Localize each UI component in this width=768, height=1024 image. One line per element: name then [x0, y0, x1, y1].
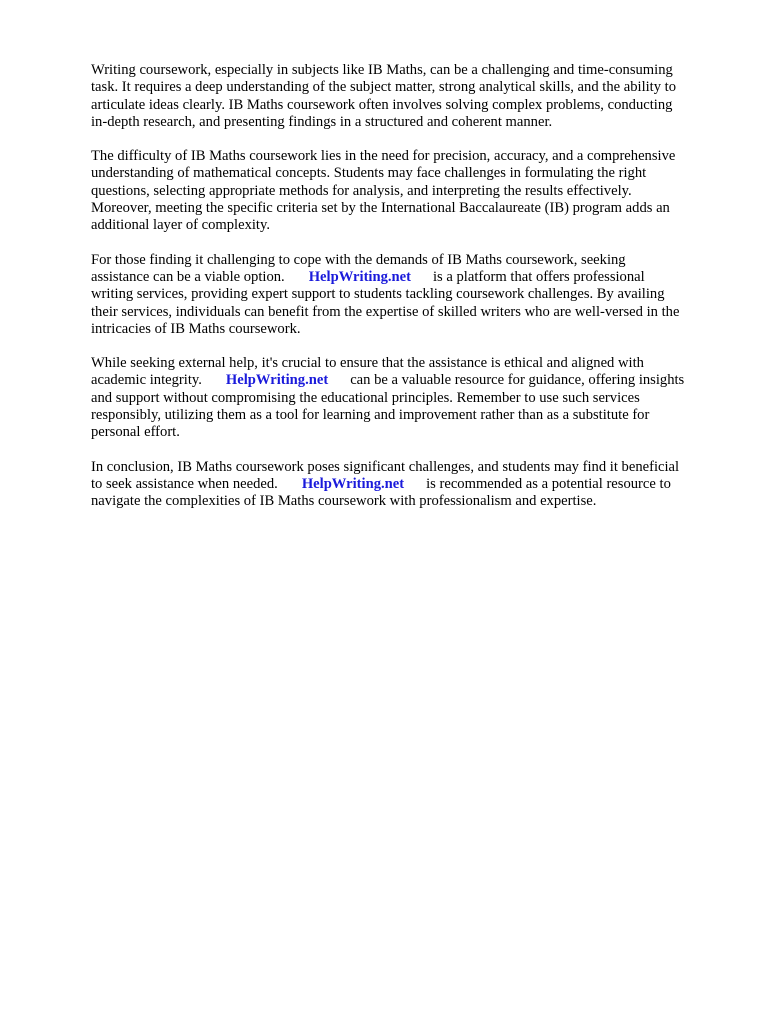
text-line: their services, individuals can benefit from the expertise of skilled writers who are well-versed in the: [91, 303, 680, 320]
text-line: intricacies of IB Maths coursework.: [91, 320, 301, 337]
text-segment: is recommended as a potential resource to: [426, 475, 671, 492]
paragraph-intro: [91, 62, 727, 131]
paragraph-difficulty: [91, 148, 727, 234]
text-line: responsibly, utilizing them as a tool for learning and improvement rather than as a substitute for: [91, 407, 650, 424]
text-segment: assistance can be a viable option.: [91, 268, 285, 285]
text-line: In conclusion, IB Maths coursework poses significant challenges, and students may find it beneficial: [91, 458, 680, 475]
text-line: personal effort.: [91, 424, 180, 441]
text-line-with-link: [91, 372, 727, 389]
text-line: in-depth research, and presenting findings in a structured and coherent manner.: [91, 113, 553, 130]
text-line-with-link: [91, 269, 727, 286]
text-line: understanding of mathematical concepts. Students may face challenges in formulating the right: [91, 165, 647, 182]
text-line: writing services, providing expert support to students tackling coursework challenges. By availing: [91, 286, 665, 303]
helpwriting-link[interactable]: HelpWriting.net: [301, 475, 405, 492]
text-line: and support without compromising the educational principles. Remember to use such services: [91, 389, 640, 406]
paragraph-ethics: [91, 355, 727, 441]
paragraph-assistance: [91, 252, 727, 338]
text-line: The difficulty of IB Maths coursework lies in the need for precision, accuracy, and a comprehensive: [91, 148, 676, 165]
text-line: articulate ideas clearly. IB Maths coursework often involves solving complex problems, conducting: [91, 96, 673, 113]
text-line: task. It requires a deep understanding of the subject matter, strong analytical skills, and the ability to: [91, 79, 677, 96]
text-line: questions, selecting appropriate methods for analysis, and interpreting the results effectively.: [91, 182, 632, 199]
helpwriting-link[interactable]: HelpWriting.net: [225, 372, 329, 389]
document-body: [91, 62, 727, 528]
helpwriting-link[interactable]: HelpWriting.net: [308, 268, 411, 285]
text-line: additional layer of complexity.: [91, 217, 270, 234]
text-line: navigate the complexities of IB Maths coursework with professionalism and expertise.: [91, 493, 597, 510]
text-line-with-link: [91, 476, 727, 493]
text-line: For those finding it challenging to cope with the demands of IB Maths coursework, seeking: [91, 251, 626, 268]
text-line: Moreover, meeting the specific criteria set by the International Baccalaureate (IB) program adds an: [91, 200, 670, 217]
text-segment: academic integrity.: [91, 372, 202, 389]
text-line: While seeking external help, it's crucial to ensure that the assistance is ethical and aligned with: [91, 355, 644, 372]
text-segment: can be a valuable resource for guidance, offering insights: [350, 372, 685, 389]
text-line: Writing coursework, especially in subjects like IB Maths, can be a challenging and time-consuming: [91, 62, 673, 78]
text-segment: to seek assistance when needed.: [91, 475, 278, 492]
text-segment: is a platform that offers professional: [433, 268, 645, 285]
paragraph-conclusion: [91, 459, 727, 511]
